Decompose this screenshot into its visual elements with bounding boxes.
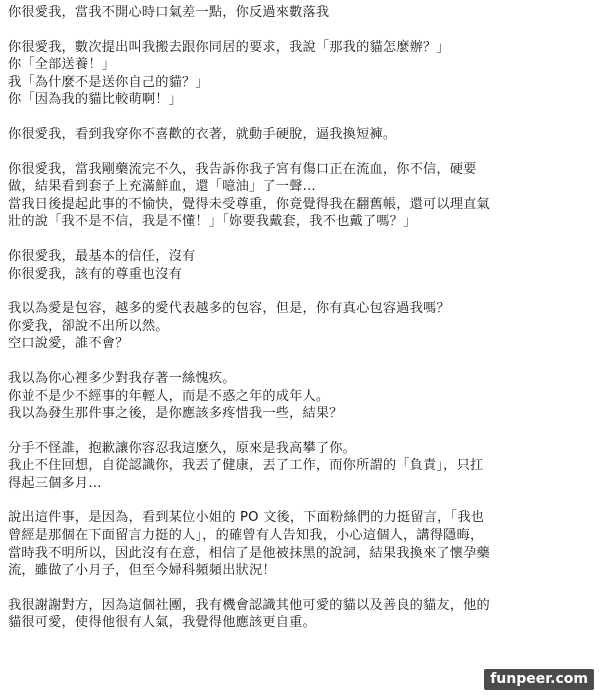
paragraph: [8, 39, 592, 109]
funpeer-watermark: funpeer.com: [484, 669, 594, 690]
text-line: 我以為發生那件事之後，是你應該多疼惜我一些，結果？: [8, 406, 343, 422]
text-line: 你很愛我，最基本的信任，沒有: [8, 248, 196, 264]
text-line: 做，結果看到套子上充滿鮮血，還「噫油」了一聲…: [8, 179, 316, 195]
text-line: 你很愛我，看到我穿你不喜歡的衣著，就動手硬脫，逼我換短褲。: [8, 126, 397, 142]
text-line: 當時我不明所以，因此沒有在意，相信了是他被抹黑的說詞，結果我換來了懷孕藥: [8, 545, 490, 561]
text-line: 我止不住回想，自從認識你，我丟了健康，丟了工作，而你所謂的「負責」，只扛: [8, 458, 484, 474]
text-line: 你並不是少不經事的年輕人，而是不惑之年的成年人。: [8, 388, 330, 404]
post-text-body: [8, 4, 592, 649]
paragraph: [8, 300, 592, 353]
text-line: 你很愛我，該有的尊重也沒有: [8, 266, 183, 282]
paragraph: [8, 126, 592, 144]
text-line: 得起三個多月…: [8, 475, 102, 491]
text-line: 曾經是那個在下面留言力挺的人」，的確曾有人告知我，小心這個人，講得隱晦，: [8, 528, 484, 544]
paragraph: [8, 509, 592, 579]
text-line: 你「因為我的貓比較萌啊！」: [8, 92, 183, 108]
text-line: 我以為你心裡多少對我存著一絲愧疚。: [8, 370, 236, 386]
paragraph: [8, 370, 592, 423]
text-line: 我以為愛是包容，越多的愛代表越多的包容，但是，你有真心包容過我嗎？: [8, 301, 450, 317]
text-line: 流，雖做了小月子，但至今婦科頻頻出狀況！: [8, 563, 276, 579]
text-line: 你很愛我，當我不開心時口氣差一點，你反過來數落我: [8, 5, 330, 20]
text-line: 你「全部送養！」: [8, 57, 116, 73]
paragraph: [8, 597, 592, 632]
text-line: 我「為什麼不是送你自己的貓？」: [8, 74, 209, 90]
text-line: 當我日後提起此事的不愉快，覺得未受尊重，你竟覺得我在翻舊帳，還可以理直氣: [8, 196, 490, 212]
paragraph: [8, 248, 592, 283]
text-line: 你很愛我，數次提出叫我搬去跟你同居的要求，我說「那我的貓怎麼辦？」: [8, 39, 450, 55]
text-line: 說出這件事，是因為，看到某位小姐的 PO 文後，下面粉絲們的力挺留言，「我也: [8, 510, 485, 526]
paragraph: [8, 440, 592, 493]
text-line: 空口說愛，誰不會？: [8, 336, 129, 352]
text-line: 貓很可愛，使得他很有人氣，我覺得他應該更自重。: [8, 615, 316, 631]
paragraph: [8, 161, 592, 231]
text-line: 你愛我，卻說不出所以然。: [8, 318, 169, 334]
text-line: 我很謝謝對方，因為這個社團，我有機會認識其他可愛的貓以及善良的貓友，他的: [8, 597, 490, 613]
text-line: 壯的說「我不是不信，我是不懂！」「妳要我戴套，我不也戴了嗎？」: [8, 214, 417, 230]
text-line: 分手不怪誰，抱歉讓你容忍我這麼久，原來是我高攀了你。: [8, 440, 357, 456]
paragraph: [8, 4, 592, 22]
text-line: 你很愛我，當我剛藥流完不久，我告訴你我子宮有傷口正在流血，你不信，硬要: [8, 161, 477, 177]
